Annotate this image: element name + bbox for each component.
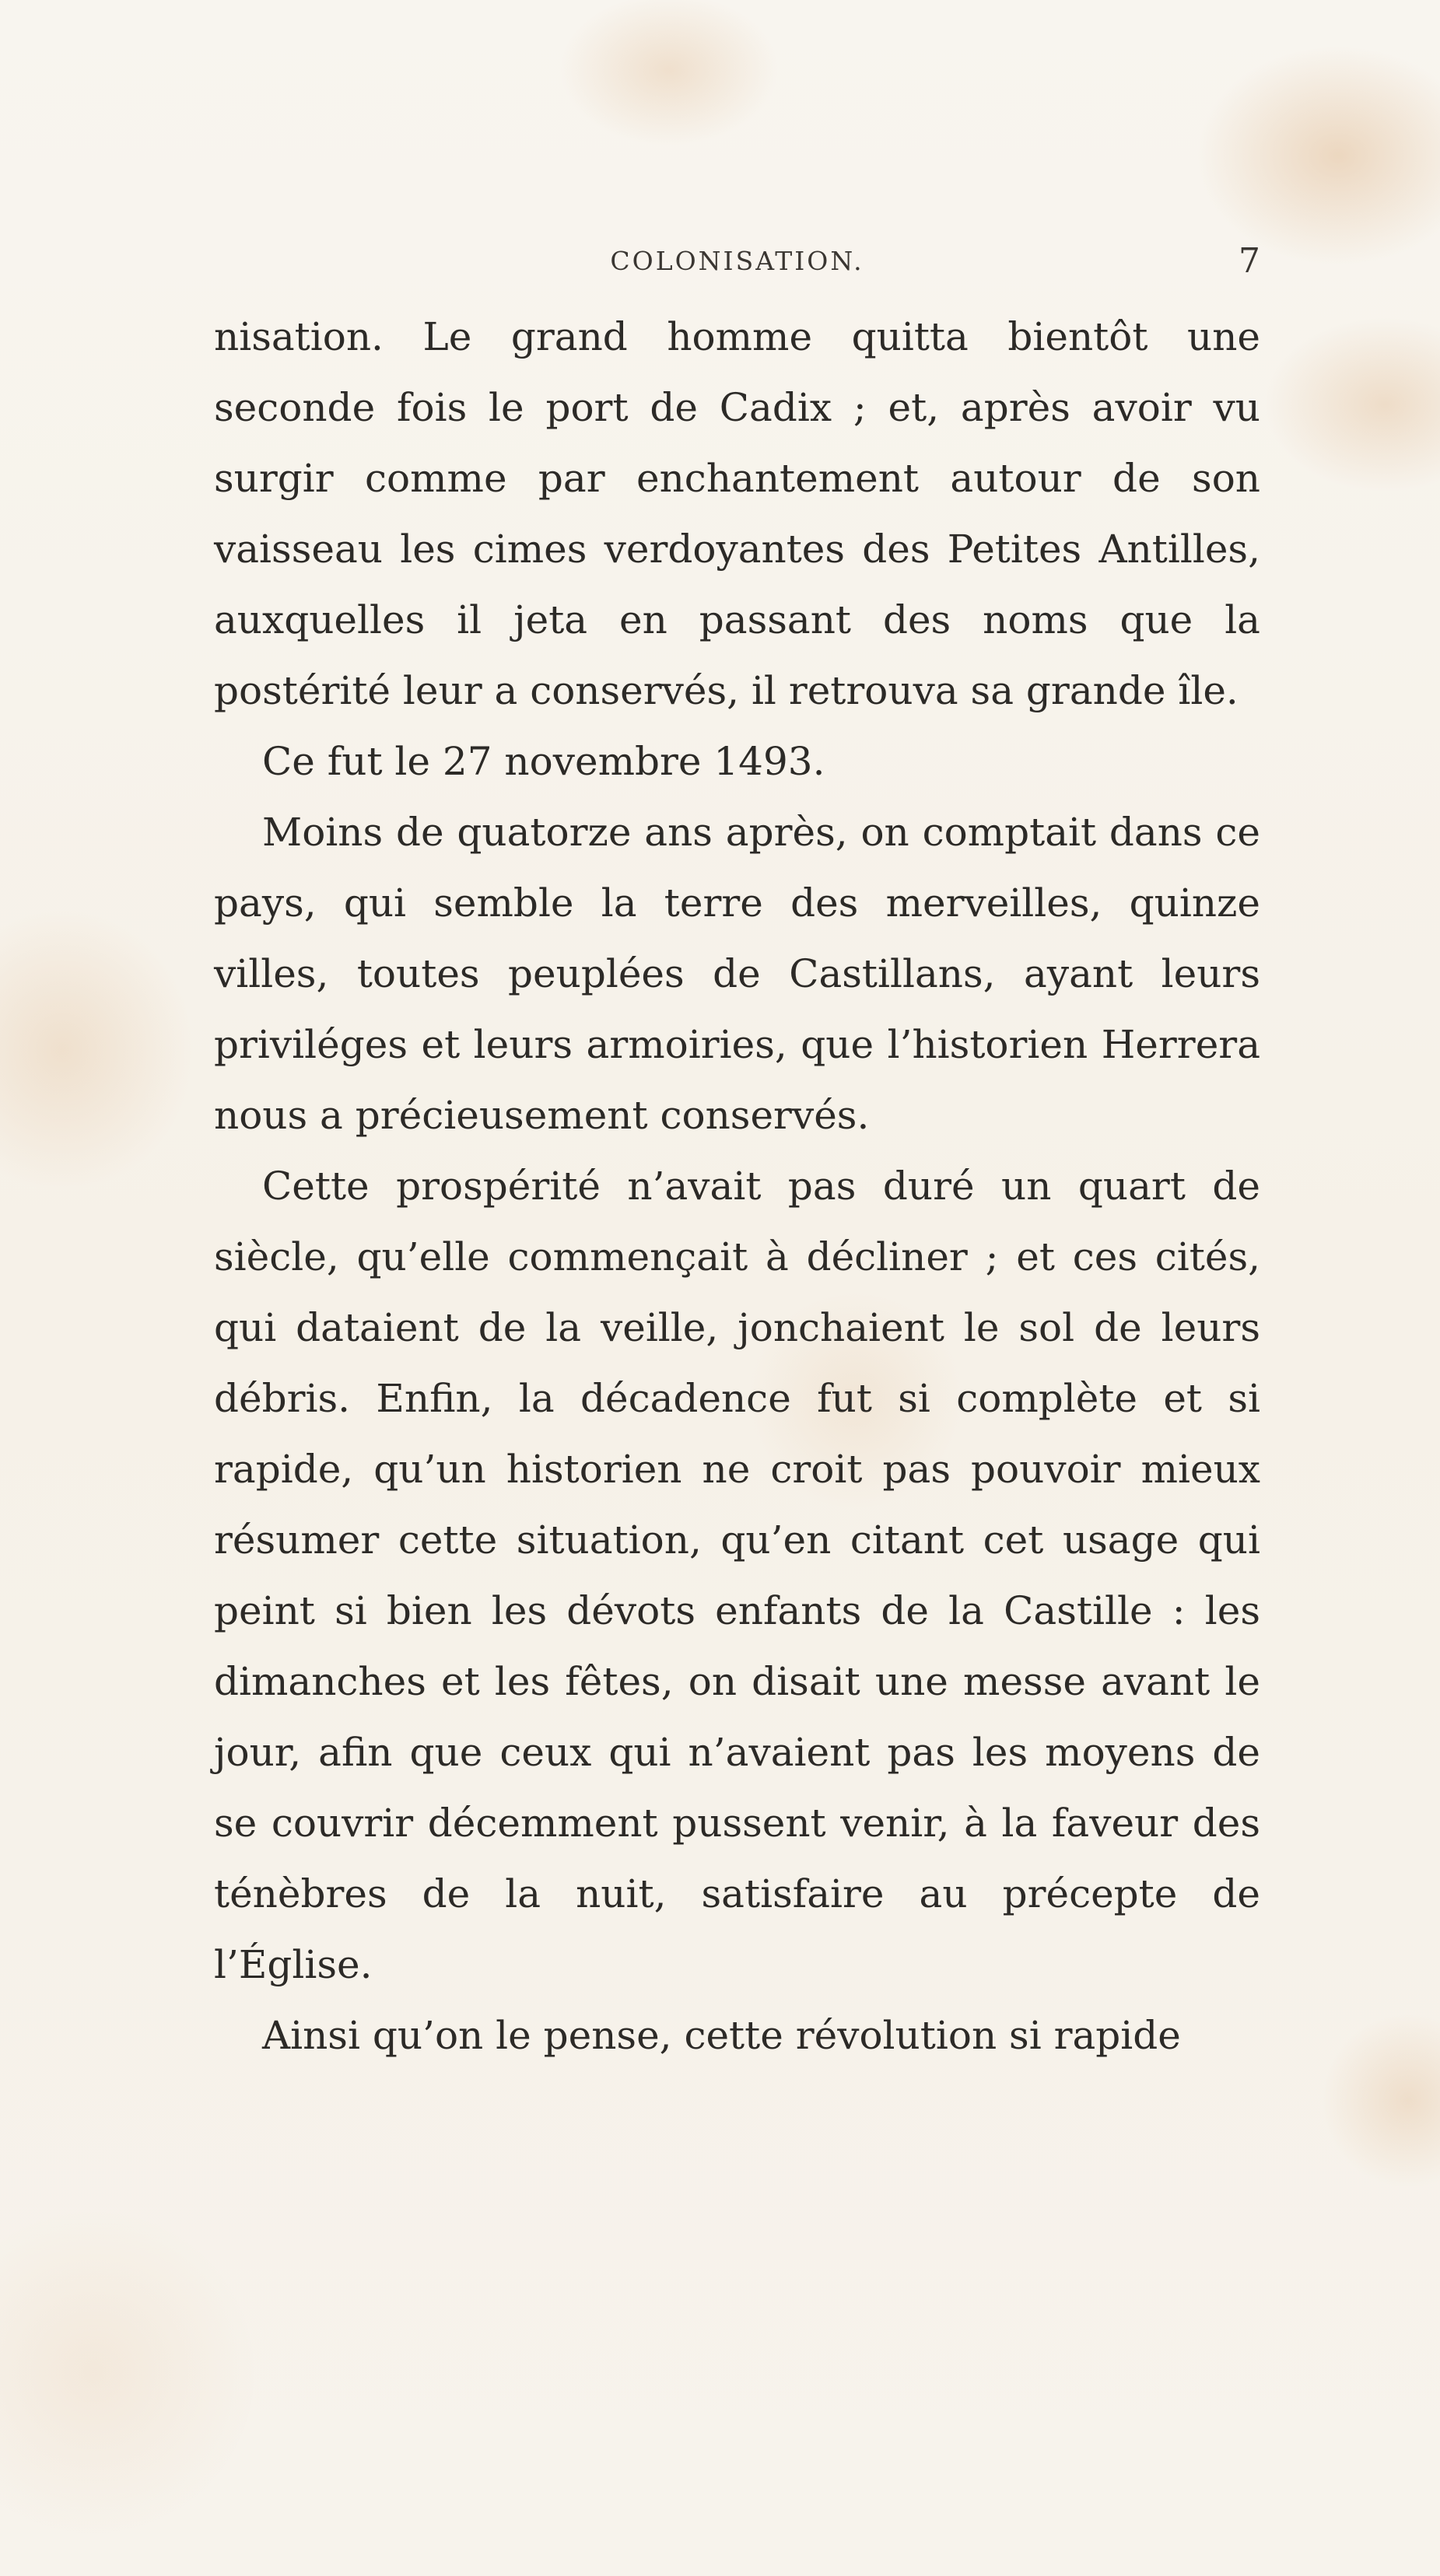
paragraph-revolution: Ainsi qu’on le pense, cette révolution si rapide: [262, 2013, 1181, 2058]
paragraph-decline: Cette prospérité n’avait pas duré un quart de siècle, qu’elle commençait à décliner ; et ces cités, qui dataient de la veille, jonchaient le sol de leurs débris. Enfin, la décadence fut si complète et si rapide, qu’un historien ne croit pas pouvoir mieux résumer cette situation, qu’en citant cet usage qui peint si bien les dévots enfants de la Castille : les dimanches et les fêtes, on disait une messe avant le jour, afin que ceux qui n’avaient pas les moyens de se couvrir décemment pussent venir, à la faveur des ténèbres de la nuit, satisfaire au précepte de l’Église.: [214, 1164, 1260, 1987]
paragraph-cities: Moins de quatorze ans après, on comptait dans ce pays, qui semble la terre des merveilles, quinze villes, toutes peuplées de Castillans, ayant leurs priviléges et leurs armoiries, que l’historien Herrera nous a précieusement conservés.: [214, 810, 1260, 1138]
paragraph-date: Ce fut le 27 novembre 1493.: [262, 739, 825, 784]
page-header: [214, 238, 1260, 285]
running-head: COLONISATION.: [610, 246, 864, 276]
paragraph-continuation: nisation. Le grand homme quitta bientôt une seconde fois le port de Cadix ; et, après avoir vu surgir comme par enchantement autour de son vaisseau les cimes verdoyantes des Petites Antilles, auxquelles il jeta en passant des noms que la postérité leur a conservés, il retrouva sa grande île.: [214, 314, 1260, 713]
page-number: 7: [1239, 241, 1260, 281]
body-text: [214, 302, 1260, 2071]
